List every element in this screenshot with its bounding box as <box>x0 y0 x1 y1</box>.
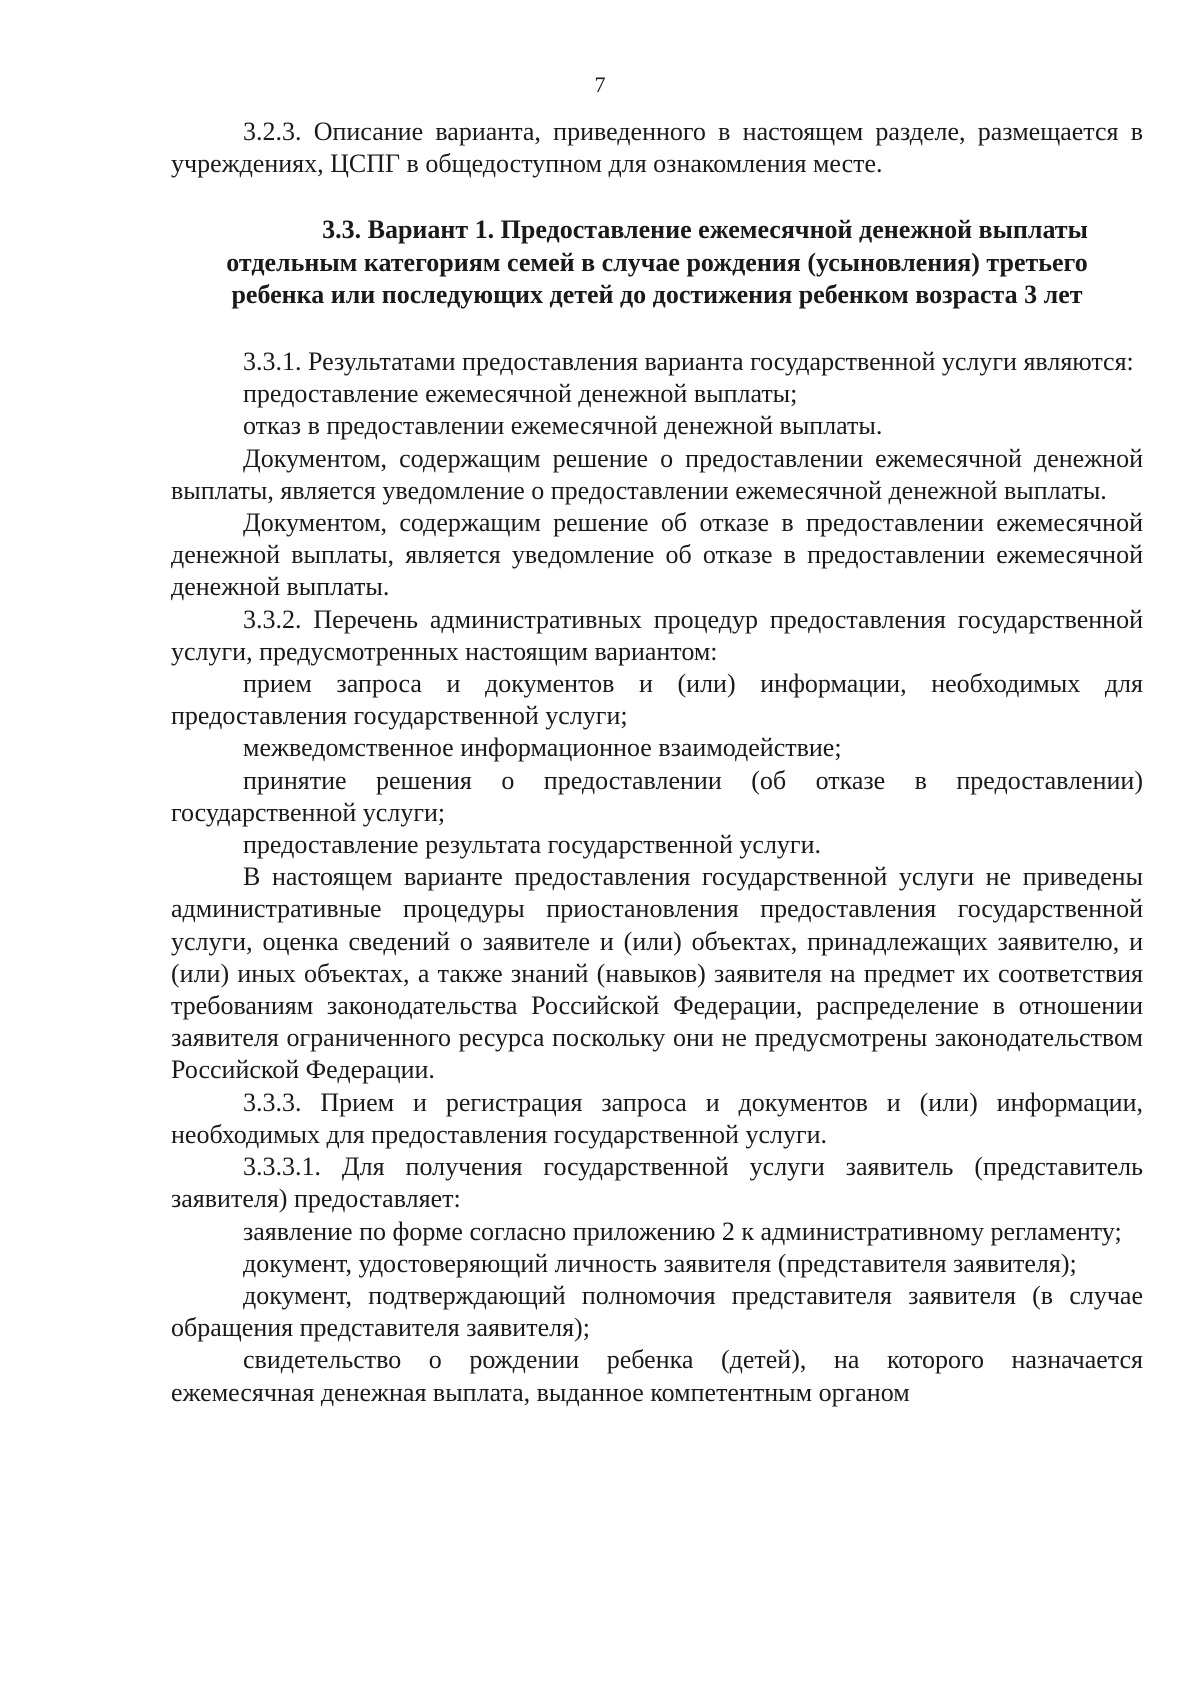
paragraph: предоставление результата государственной услуги. <box>243 830 822 860</box>
paragraph: предоставление ежемесячной денежной выплаты; <box>243 379 798 409</box>
document-body <box>171 116 1143 1409</box>
paragraph: свидетельство о рождении ребенка (детей), на которого назначается ежемесячная денежная выплата, выданное компетентным органом <box>171 1345 1143 1407</box>
paragraph: документ, подтверждающий полномочия представителя заявителя (в случае обращения представителя заявителя); <box>171 1280 1143 1343</box>
paragraph: межведомственное информационное взаимодействие; <box>243 733 842 763</box>
paragraph: 3.3.2. Перечень административных процедур предоставления государственной услуги, предусмотренных настоящим вариантом: <box>171 604 1143 666</box>
paragraph: Документом, содержащим решение об отказе в предоставлении ежемесячной денежной выплаты, является уведомление об отказе в предоставлении ежемесячной денежной выплаты. <box>171 508 1143 602</box>
paragraph-3-2-3: 3.2.3. Описание варианта, приведенного в настоящем разделе, размещается в учреждениях, ЦСПГ в общедоступном для ознакомления месте. <box>171 117 1143 179</box>
paragraph: принятие решения о предоставлении (об отказе в предоставлении) государственной услуги; <box>171 765 1143 827</box>
paragraph: документ, удостоверяющий личность заявителя (представителя заявителя); <box>243 1248 1077 1278</box>
paragraph: В настоящем варианте предоставления государственной услуги не приведены административные процедуры приостановления предоставления государственной услуги, оценка сведений о заявителе и (или) объектах, принадлежащих заявителю, и (или) иных объектах, а также знаний (навыков) заявителя на предмет их соответствия требованиям законодательства Российской Федерации, распределение в отношении заявителя ограниченного ресурса поскольку они не предусмотрены законодательством Российской Федерации. <box>171 862 1143 1085</box>
paragraph: отказ в предоставлении ежемесячной денежной выплаты. <box>243 411 883 441</box>
paragraph: заявление по форме согласно приложению 2 к административному регламенту; <box>243 1216 1122 1246</box>
heading-line: ребенка или последующих детей до достижения ребенком возраста 3 лет <box>231 279 1083 309</box>
paragraph: прием запроса и документов и (или) информации, необходимых для предоставления государственной услуги; <box>171 669 1143 731</box>
paragraph: 3.3.3. Прием и регистрация запроса и документов и (или) информации, необходимых для предоставления государственной услуги. <box>171 1087 1143 1149</box>
paragraph: Документом, содержащим решение о предоставлении ежемесячной денежной выплаты, является уведомление о предоставлении ежемесячной денежной выплаты. <box>171 443 1143 505</box>
paragraph: 3.3.3.1. Для получения государственной услуги заявитель (представитель заявителя) предоставляет: <box>171 1152 1143 1214</box>
heading-line: 3.3. Вариант 1. Предоставление ежемесячной денежной выплаты <box>322 215 1088 245</box>
heading-line: отдельным категориям семей в случае рождения (усыновления) третьего <box>226 247 1088 277</box>
section-heading-3-3 <box>171 214 1143 311</box>
page-number: 7 <box>594 72 606 97</box>
paragraph: 3.3.1. Результатами предоставления варианта государственной услуги являются: <box>243 347 1134 377</box>
